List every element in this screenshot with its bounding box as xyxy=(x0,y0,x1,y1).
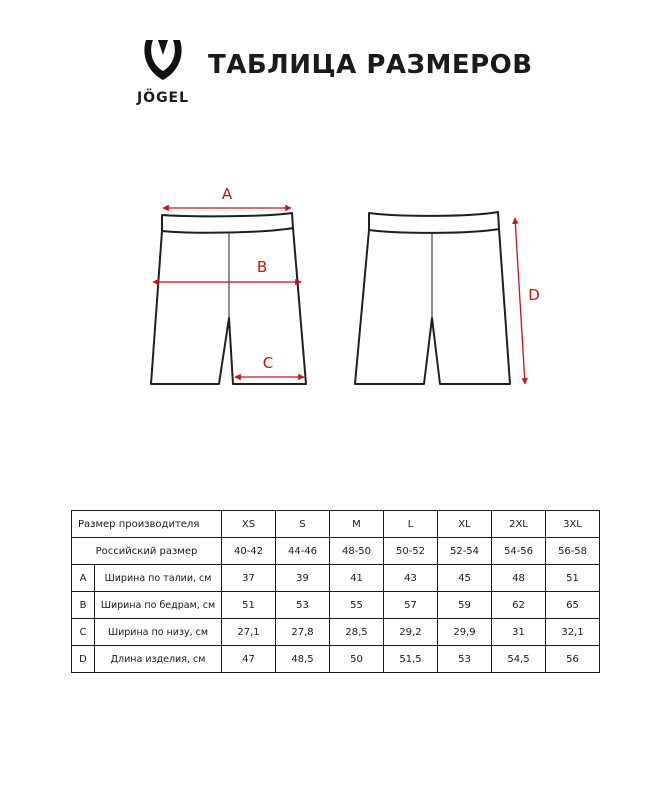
measurement-row xyxy=(72,646,600,673)
measurement-value: 27,8 xyxy=(276,619,330,646)
page-title: ТАБЛИЦА РАЗМЕРОВ xyxy=(208,50,533,80)
measurement-value: 41 xyxy=(330,565,384,592)
measurement-letter: D xyxy=(72,646,95,673)
shorts-back-view xyxy=(355,212,510,384)
measurement-value: 51 xyxy=(546,565,600,592)
measurement-value: 57 xyxy=(384,592,438,619)
shorts-diagram xyxy=(0,170,665,410)
russian-size-cell: 52-54 xyxy=(438,538,492,565)
shorts-front-view xyxy=(151,213,306,384)
measure-b xyxy=(153,258,301,282)
manufacturer-size-label: Размер производителя xyxy=(72,511,222,538)
measurement-value: 51,5 xyxy=(384,646,438,673)
brand-name: JÖGEL xyxy=(136,90,190,106)
manufacturer-size-cell: XS xyxy=(222,511,276,538)
manufacturer-size-cell: L xyxy=(384,511,438,538)
measurement-value: 32,1 xyxy=(546,619,600,646)
svg-text:B: B xyxy=(256,258,268,276)
measurement-label: Ширина по низу, см xyxy=(95,619,222,646)
measure-a xyxy=(163,185,291,208)
measurement-value: 29,9 xyxy=(438,619,492,646)
russian-size-label: Российский размер xyxy=(72,538,222,565)
measurement-value: 45 xyxy=(438,565,492,592)
measurement-value: 48 xyxy=(492,565,546,592)
measurement-value: 54,5 xyxy=(492,646,546,673)
measurement-value: 31 xyxy=(492,619,546,646)
measurement-value: 55 xyxy=(330,592,384,619)
manufacturer-size-cell: 3XL xyxy=(546,511,600,538)
russian-size-cell: 54-56 xyxy=(492,538,546,565)
measurement-letter: A xyxy=(72,565,95,592)
measurement-label: Длина изделия, см xyxy=(95,646,222,673)
measurement-value: 29,2 xyxy=(384,619,438,646)
measurement-label: Ширина по бедрам, см xyxy=(95,592,222,619)
measurement-value: 56 xyxy=(546,646,600,673)
measurement-value: 48,5 xyxy=(276,646,330,673)
measurement-value: 51 xyxy=(222,592,276,619)
measurement-value: 65 xyxy=(546,592,600,619)
measurement-value: 28,5 xyxy=(330,619,384,646)
russian-size-row xyxy=(72,538,600,565)
manufacturer-size-cell: S xyxy=(276,511,330,538)
russian-size-cell: 50-52 xyxy=(384,538,438,565)
svg-text:A: A xyxy=(221,185,233,203)
measurement-letter: B xyxy=(72,592,95,619)
brand-logo xyxy=(128,40,198,110)
measure-d xyxy=(515,218,540,384)
measure-c xyxy=(235,354,304,377)
measurement-value: 37 xyxy=(222,565,276,592)
size-table xyxy=(71,510,600,673)
measurement-value: 47 xyxy=(222,646,276,673)
russian-size-cell: 56-58 xyxy=(546,538,600,565)
svg-text:C: C xyxy=(262,354,274,372)
measurement-letter: C xyxy=(72,619,95,646)
measurement-value: 50 xyxy=(330,646,384,673)
brand-mark-icon xyxy=(140,40,186,84)
measurement-row xyxy=(72,619,600,646)
manufacturer-size-cell: 2XL xyxy=(492,511,546,538)
svg-text:D: D xyxy=(528,286,540,304)
russian-size-cell: 40-42 xyxy=(222,538,276,565)
measurement-value: 43 xyxy=(384,565,438,592)
manufacturer-size-row xyxy=(72,511,600,538)
russian-size-cell: 48-50 xyxy=(330,538,384,565)
manufacturer-size-cell: XL xyxy=(438,511,492,538)
measurement-value: 53 xyxy=(276,592,330,619)
measurement-value: 27,1 xyxy=(222,619,276,646)
measurement-row xyxy=(72,592,600,619)
measurement-value: 62 xyxy=(492,592,546,619)
measurement-value: 39 xyxy=(276,565,330,592)
measurement-row xyxy=(72,565,600,592)
russian-size-cell: 44-46 xyxy=(276,538,330,565)
measurement-value: 59 xyxy=(438,592,492,619)
measurement-label: Ширина по талии, см xyxy=(95,565,222,592)
measurement-value: 53 xyxy=(438,646,492,673)
manufacturer-size-cell: M xyxy=(330,511,384,538)
